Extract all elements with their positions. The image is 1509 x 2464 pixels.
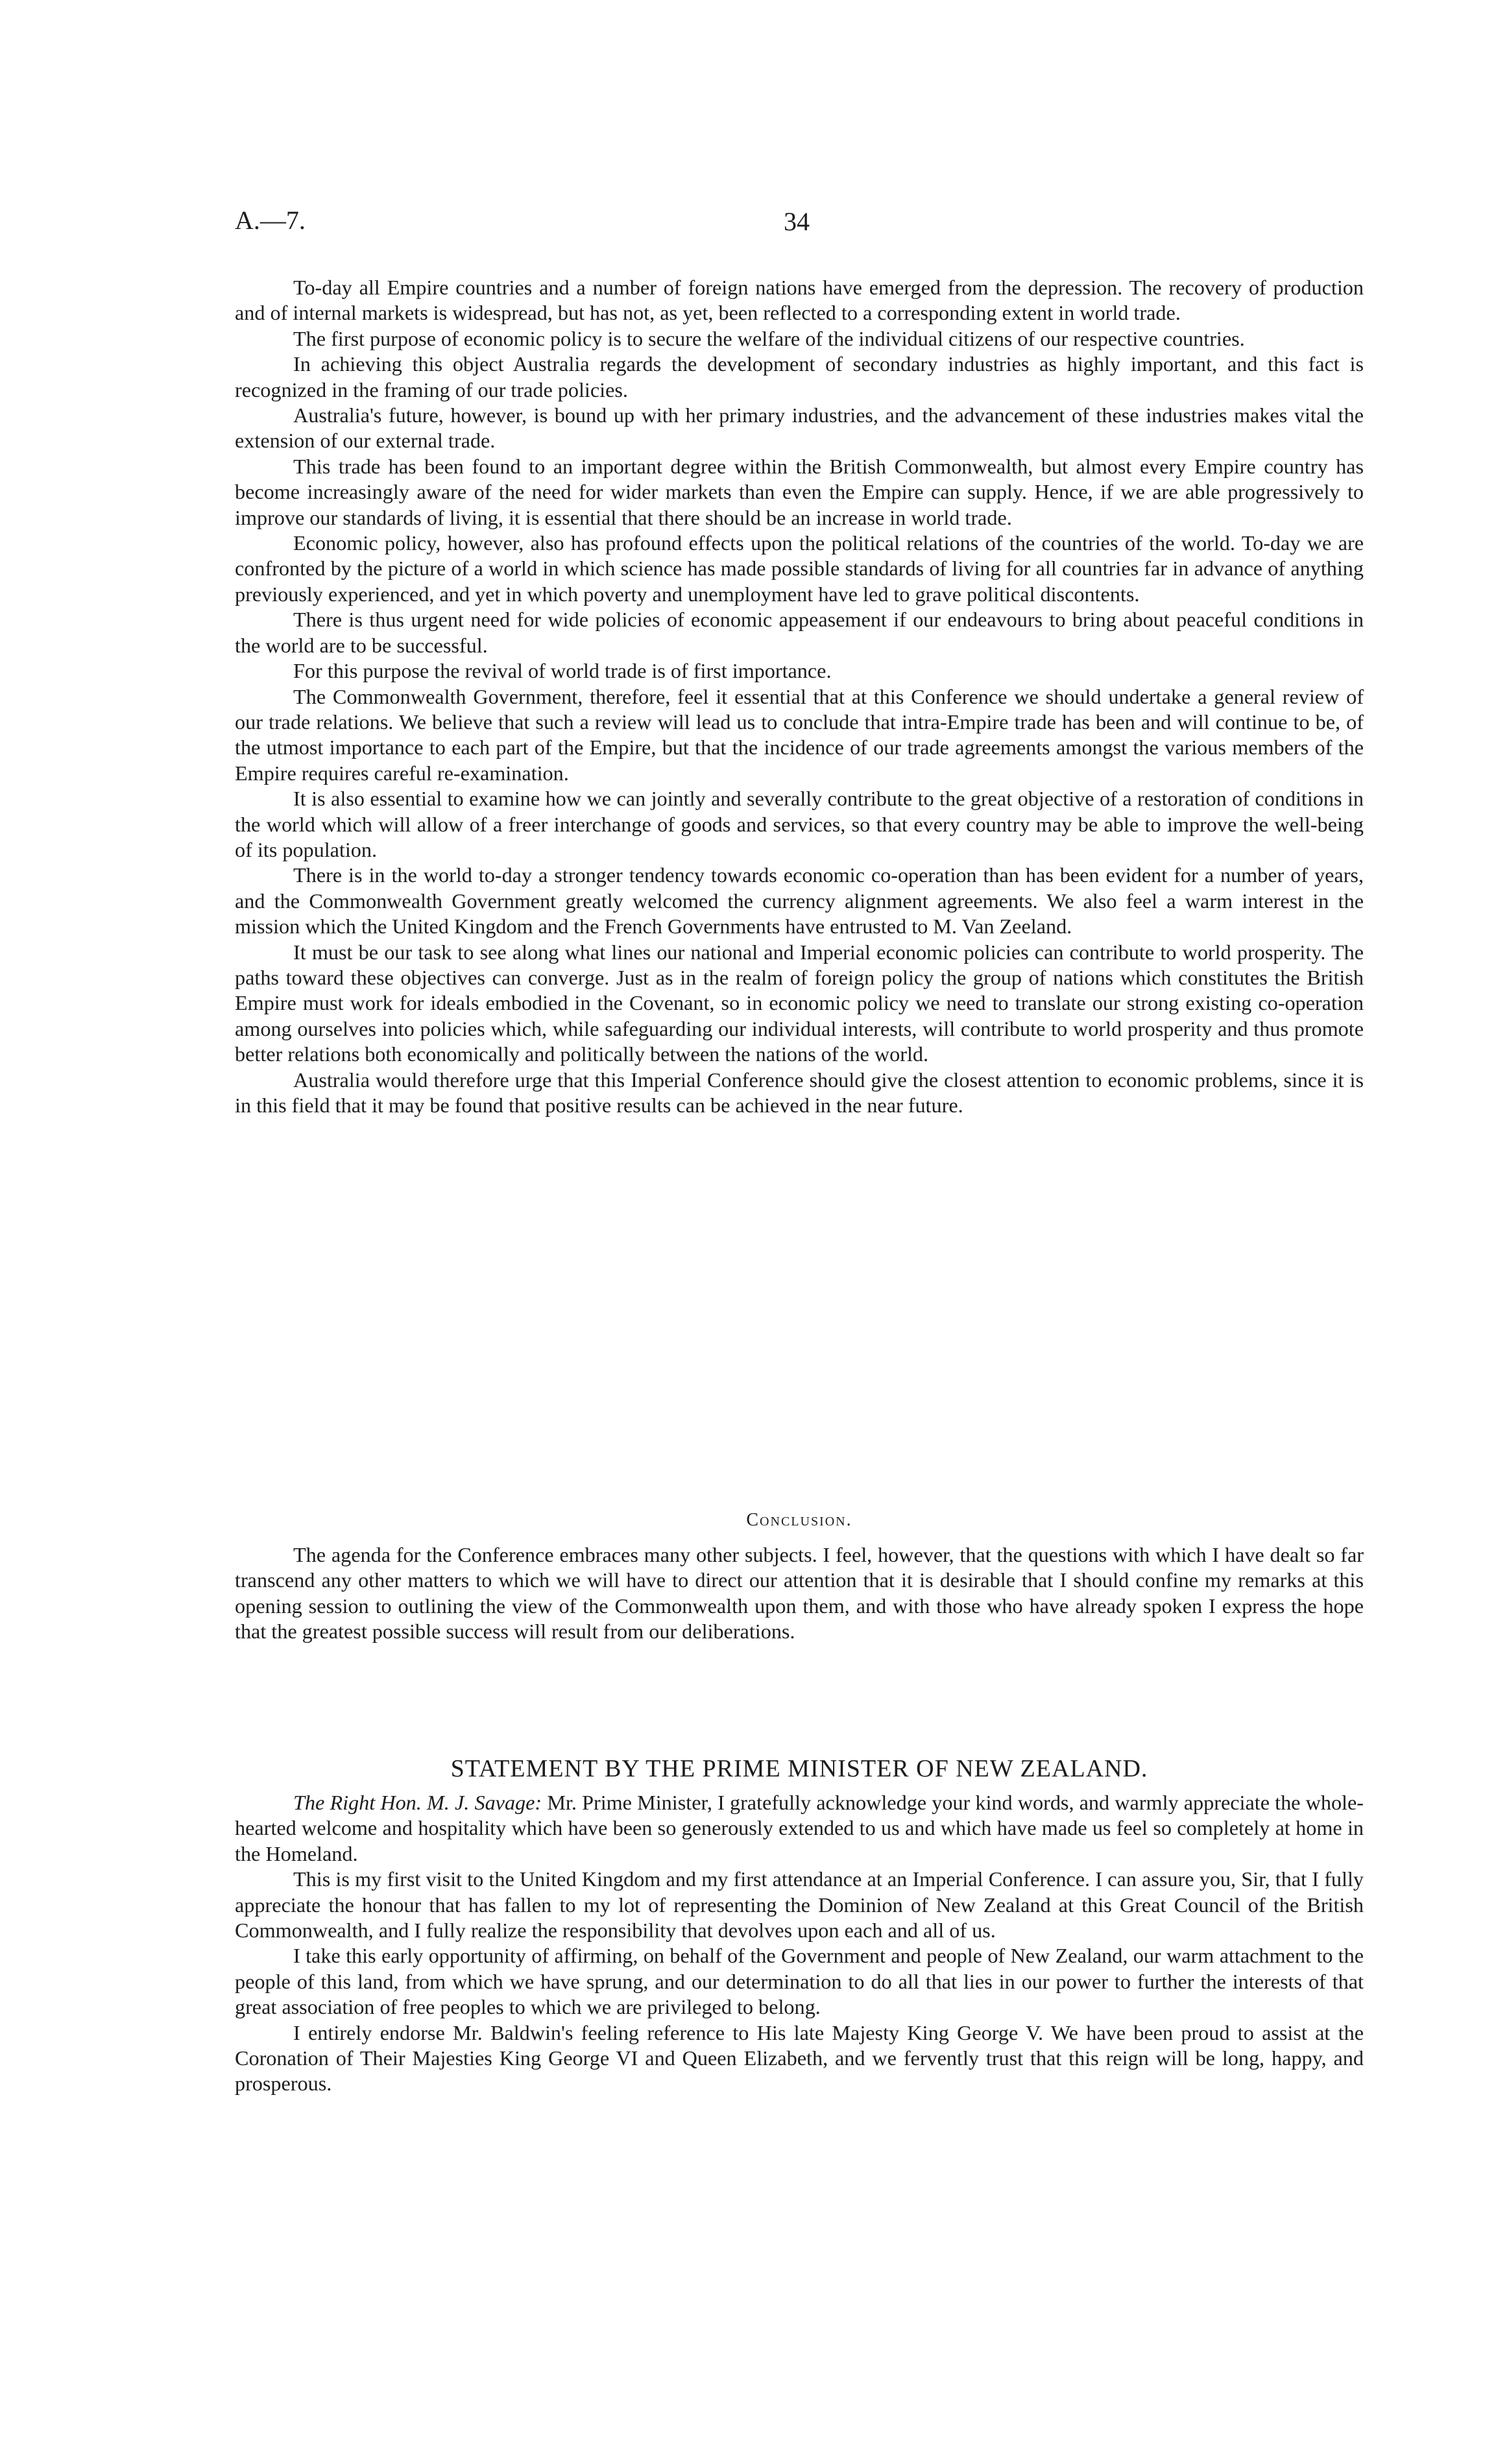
page-number: 34	[784, 207, 810, 236]
paragraph: The first purpose of economic policy is to secure the welfare of the individual citizens of our respective countries.	[293, 326, 1245, 350]
paragraph: I entirely endorse Mr. Baldwin's feeling reference to His late Majesty King George V. We have been proud to assist at the Coronation of Their Majesties King George VI and Queen Elizabeth, and we fervently trust that this reign will be long, happy, and prosperous.	[235, 2020, 1364, 2096]
paragraph: It is also essential to examine how we can jointly and severally contribute to the great objective of a restoration of conditions in the world which will allow of a freer interchange of goods and services, so that every country may be able to improve the well-being of its population.	[235, 787, 1364, 861]
paragraph	[235, 1790, 1364, 1867]
paragraph: This trade has been found to an important degree within the British Commonwealth, but almost every Empire country has become increasingly aware of the need for wider markets than even the Empire can supply. Hence, if we are able progressively to improve our standards of living, it is essential that there should be an increase in world trade.	[235, 454, 1364, 529]
statement-heading: STATEMENT BY THE PRIME MINISTER OF NEW ZEALAND.	[450, 1755, 1148, 1782]
paragraph: There is thus urgent need for wide policies of economic appeasement if our endeavours to bring about peaceful conditions in the world are to be successful.	[235, 608, 1364, 657]
conclusion-heading: Conclusion.	[746, 1510, 852, 1530]
paragraph: Economic policy, however, also has profound effects upon the political relations of the countries of the world. To-day we are confronted by the picture of a world in which science has made possible standards of living for all countries far in advance of anything previously experienced, and yet in which poverty and unemployment have led to grave political discontents.	[235, 531, 1364, 606]
paragraph: This is my first visit to the United Kingdom and my first attendance at an Imperial Conference. I can assure you, Sir, that I fully appreciate the honour that has fallen to my lot of representing the Dominion of New Zealand at this Great Council of the British Commonwealth, and I fully realize the responsibility that devolves upon each and all of us.	[235, 1867, 1364, 1943]
speech-text: Mr. Prime Minister, I gratefully acknowledge your kind words, and warmly appreciate the whole-hearted welcome and hospitality which have been so generously extended to us and which have made us feel so completely at home in the Homeland.	[235, 1791, 1364, 1865]
paragraph: To-day all Empire countries and a number of foreign nations have emerged from the depression. The recovery of production and of internal markets is widespread, but has not, as yet, been reflected to a corresponding extent in world trade.	[235, 276, 1364, 325]
paragraph: It must be our task to see along what lines our national and Imperial economic policies can contribute to world prosperity. The paths toward these objectives can converge. Just as in the realm of foreign policy the group of nations which constitutes the British Empire must work for ideals embodied in the Covenant, so in economic policy we need to translate our strong existing co-operation among ourselves into policies which, while safeguarding our individual interests, will contribute to world prosperity and thus promote better relations both economically and politically between the nations of the world.	[235, 940, 1364, 1066]
paragraph: There is in the world to-day a stronger tendency towards economic co-operation than has been evident for a number of years, and the Commonwealth Government greatly welcomed the currency alignment agreements. We also feel a warm interest in the mission which the United Kingdom and the French Governments have entrusted to M. Van Zeeland.	[235, 863, 1364, 939]
paragraph: The agenda for the Conference embraces many other subjects. I feel, however, that the questions with which I have dealt so far transcend any other matters to which we will have to direct our attention that it is desirable that I should confine my remarks at this opening session to outlining the view of the Commonwealth upon them, and with those who have already spoken I express the hope that the greatest possible success will result from our deliberations.	[235, 1543, 1364, 1644]
paragraph: In achieving this object Australia regards the development of secondary industries as highly important, and this fact is recognized in the framing of our trade policies.	[235, 352, 1364, 401]
paragraph: Australia would therefore urge that this Imperial Conference should give the closest attention to economic problems, since it is in this field that it may be found that positive results can be achieved in the near future.	[235, 1068, 1364, 1117]
paragraph: For this purpose the revival of world trade is of first importance.	[293, 659, 832, 683]
document-reference: A.—7.	[235, 206, 306, 235]
paragraph: Australia's future, however, is bound up with her primary industries, and the advancement of these industries makes vital the extension of our external trade.	[235, 403, 1364, 453]
speaker-name: The Right Hon. M. J. Savage:	[293, 1791, 542, 1814]
paragraph: The Commonwealth Government, therefore, feel it essential that at this Conference we should undertake a general review of our trade relations. We believe that such a review will lead us to conclude that intra-Empire trade has been and will continue to be, of the utmost importance to each part of the Empire, but that the incidence of our trade agreements amongst the various members of the Empire requires careful re-examination.	[235, 684, 1364, 785]
paragraph: I take this early opportunity of affirming, on behalf of the Government and people of New Zealand, our warm attachment to the people of this land, from which we have sprung, and our determination to do all that lies in our power to further the interests of that great association of free peoples to which we are privileged to belong.	[235, 1944, 1364, 2019]
new-zealand-statement-section	[235, 1790, 1364, 2097]
conclusion-section	[235, 1542, 1364, 1645]
economic-policy-section	[235, 275, 1364, 1118]
